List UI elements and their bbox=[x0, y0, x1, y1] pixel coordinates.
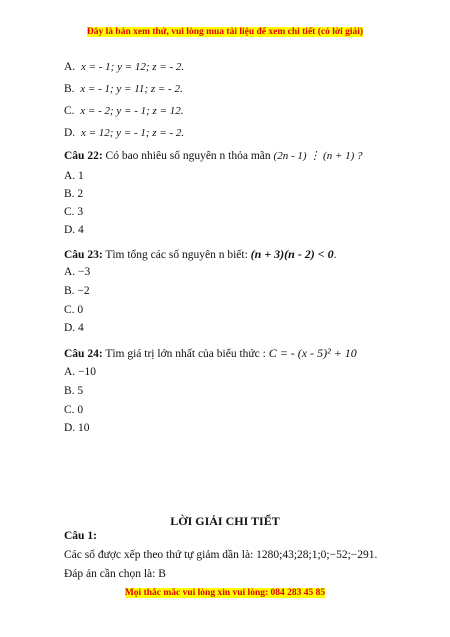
question-24: Câu 24: Tìm giá trị lớn nhất của biểu thức : C = - (x - 5)² + 10 bbox=[64, 346, 357, 360]
q22-option-d: D. 4 bbox=[64, 224, 84, 236]
q24-option-d: D. 10 bbox=[64, 422, 90, 434]
q23-option-a: A. −3 bbox=[64, 266, 91, 278]
q23-option-b: B. −2 bbox=[64, 285, 90, 297]
q22-option-c: C. 3 bbox=[64, 206, 84, 218]
q23-option-d: D. 4 bbox=[64, 322, 84, 334]
prev-option-b: B. x = - 1; y = 11; z = - 2. bbox=[64, 83, 183, 95]
q23-option-c: C. 0 bbox=[64, 304, 84, 316]
solution-q1-label: Câu 1: bbox=[64, 530, 97, 542]
prev-option-d: D. x = 12; y = - 1; z = - 2. bbox=[64, 127, 185, 139]
prev-option-a: A. x = - 1; y = 12; z = - 2. bbox=[64, 61, 185, 73]
solutions-title: LỜI GIẢI CHI TIẾT bbox=[170, 514, 280, 528]
question-23: Câu 23: Tìm tổng các số nguyên n biết: (n + 3)(n - 2) < 0. bbox=[64, 247, 337, 261]
q22-option-a: A. 1 bbox=[64, 170, 84, 182]
question-22: Câu 22: Có bao nhiêu số nguyên n thỏa mãn (2n - 1) ⋮ (n + 1) ? bbox=[64, 150, 363, 162]
q24-option-a: A. −10 bbox=[64, 366, 97, 378]
contact-footer: Mọi thắc mắc vui lòng xin vui lòng: 084 283 45 85 bbox=[124, 588, 326, 598]
q24-option-c: C. 0 bbox=[64, 404, 84, 416]
q24-option-b: B. 5 bbox=[64, 385, 84, 397]
solution-q1-text: Các số được xếp theo thứ tự giảm dần là: 1280;43;28;1;0;−52;−291. bbox=[64, 549, 378, 561]
solution-q1-answer: Đáp án cần chọn là: B bbox=[64, 568, 166, 580]
preview-notice: Đây là bản xem thử, vui lòng mua tài liệu để xem chi tiết (có lời giải) bbox=[86, 27, 364, 37]
prev-option-c: C. x = - 2; y = - 1; z = 12. bbox=[64, 105, 184, 117]
q22-option-b: B. 2 bbox=[64, 188, 84, 200]
